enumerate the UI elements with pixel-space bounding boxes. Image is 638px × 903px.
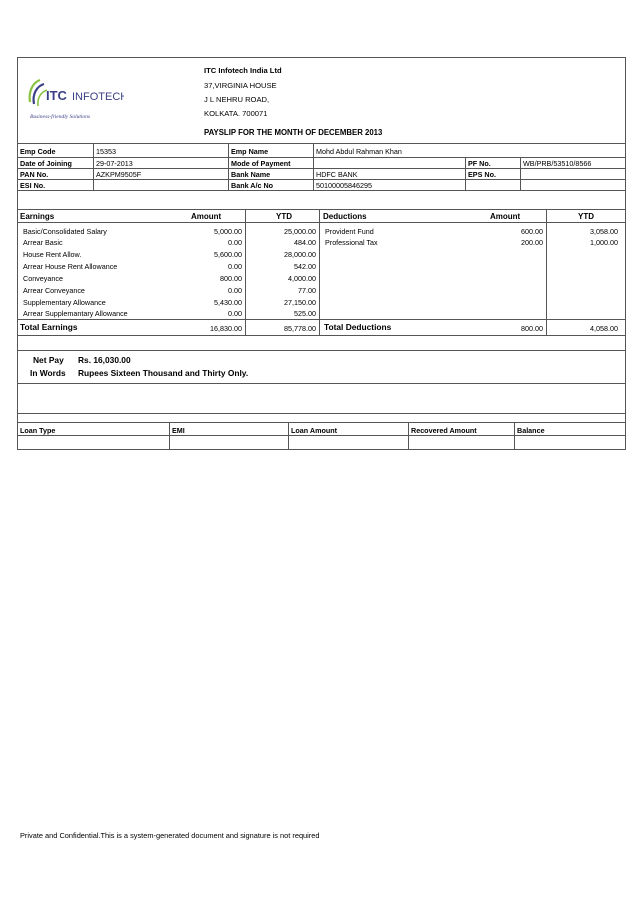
deduction-amount: 200.00 [521, 238, 543, 247]
grid-line [17, 422, 625, 423]
pan-label: PAN No. [20, 170, 49, 179]
confidential-footer: Private and Confidential.This is a system-generated document and signature is not required [20, 831, 320, 840]
svg-text:Business-friendly Solutions: Business-friendly Solutions [30, 114, 91, 120]
grid-line [514, 422, 515, 449]
in-words-value: Rupees Sixteen Thousand and Thirty Only. [78, 368, 249, 378]
grid-line [17, 435, 625, 436]
net-pay-label: Net Pay [33, 355, 64, 365]
svg-text:INFOTECH: INFOTECH [72, 91, 124, 103]
grid-line [17, 350, 625, 351]
earning-ytd: 4,000.00 [288, 274, 316, 283]
account-label: Bank A/c No [231, 181, 274, 190]
earning-ytd: 28,000.00 [284, 250, 316, 259]
earning-ytd: 542.00 [294, 262, 316, 271]
earning-ytd: 77.00 [298, 286, 316, 295]
ytd-header: YTD [276, 212, 292, 221]
pan-value: AZKPM9505F [96, 170, 142, 179]
earning-name: Arrear Basic [23, 238, 63, 247]
deduction-ytd-header: YTD [578, 212, 594, 221]
grid-line [17, 222, 625, 223]
grid-line [17, 413, 625, 414]
company-name: ITC Infotech India Ltd [204, 66, 282, 75]
grid-line [17, 319, 625, 320]
deduction-name: Professional Tax [325, 238, 378, 247]
grid-line [17, 383, 625, 384]
amount-header: Amount [191, 212, 222, 221]
company-logo [24, 68, 124, 130]
eps-label: EPS No. [468, 170, 496, 179]
esi-label: ESI No. [20, 181, 46, 190]
earning-amount: 0.00 [228, 238, 242, 247]
earning-name: House Rent Allow. [23, 250, 82, 259]
emp-code-value: 15353 [96, 147, 116, 156]
earnings-header: Earnings [20, 212, 55, 221]
emp-name-label: Emp Name [231, 147, 269, 156]
deduction-ytd: 3,058.00 [590, 227, 618, 236]
doj-value: 29-07-2013 [96, 159, 133, 168]
total-deductions-amount: 800.00 [521, 324, 543, 333]
grid-line [169, 422, 170, 449]
total-earnings-ytd: 85,778.00 [284, 324, 316, 333]
earning-amount: 800.00 [220, 274, 242, 283]
earning-name: Arrear Conveyance [23, 286, 85, 295]
payslip-title: PAYSLIP FOR THE MONTH OF DECEMBER 2013 [204, 128, 383, 137]
grid-line [288, 422, 289, 449]
grid-line [408, 422, 409, 449]
bank-label: Bank Name [231, 170, 271, 179]
loan-balance-header: Balance [517, 426, 545, 435]
grid-line [520, 157, 521, 190]
deduction-name: Provident Fund [325, 227, 374, 236]
earning-amount: 0.00 [228, 309, 242, 318]
svg-text:ITC: ITC [46, 88, 67, 103]
grid-line [17, 335, 625, 336]
loan-amount-header: Loan Amount [291, 426, 338, 435]
earning-name: Conveyance [23, 274, 63, 283]
grid-line [546, 209, 547, 335]
frame-left [17, 57, 18, 450]
net-pay-value: Rs. 16,030.00 [78, 355, 131, 365]
grid-line [17, 190, 625, 191]
grid-line [245, 209, 246, 335]
frame-top [17, 57, 625, 58]
account-value: 50100005846295 [316, 181, 372, 190]
grid-line [319, 209, 320, 335]
company-address-line2: J L NEHRU ROAD, [204, 95, 270, 104]
doj-label: Date of Joining [20, 159, 72, 168]
grid-line [313, 143, 314, 190]
emp-name-value: Mohd Abdul Rahman Khan [316, 147, 402, 156]
deduction-amount-header: Amount [490, 212, 521, 221]
company-address-line3: KOLKATA. 700071 [204, 109, 268, 118]
earning-amount: 0.00 [228, 286, 242, 295]
earning-ytd: 484.00 [294, 238, 316, 247]
loan-recovered-header: Recovered Amount [411, 426, 477, 435]
grid-line [465, 157, 466, 190]
grid-line [17, 143, 625, 144]
earning-amount: 5,600.00 [214, 250, 242, 259]
earning-ytd: 525.00 [294, 309, 316, 318]
grid-line [93, 143, 94, 190]
total-deductions-label: Total Deductions [324, 322, 392, 332]
earning-ytd: 27,150.00 [284, 298, 316, 307]
total-deductions-ytd: 4,058.00 [590, 324, 618, 333]
earning-amount: 5,000.00 [214, 227, 242, 236]
total-earnings-label: Total Earnings [20, 322, 78, 332]
grid-line [228, 143, 229, 190]
earning-amount: 0.00 [228, 262, 242, 271]
grid-line [17, 157, 625, 158]
total-earnings-amount: 16,830.00 [210, 324, 242, 333]
in-words-label: In Words [30, 368, 66, 378]
grid-line [17, 209, 625, 210]
grid-line [17, 179, 625, 180]
deduction-ytd: 1,000.00 [590, 238, 618, 247]
earning-ytd: 25,000.00 [284, 227, 316, 236]
pf-value: WB/PRB/53510/8566 [523, 159, 592, 168]
bank-value: HDFC BANK [316, 170, 358, 179]
grid-line [17, 449, 625, 450]
earning-name: Arrear Supplemantary Allowance [23, 309, 128, 318]
company-address-line1: 37,VIRGINIA HOUSE [204, 81, 277, 90]
emp-code-label: Emp Code [20, 147, 56, 156]
deductions-header: Deductions [323, 212, 367, 221]
earning-name: Supplementary Allowance [23, 298, 106, 307]
deduction-amount: 600.00 [521, 227, 543, 236]
loan-type-header: Loan Type [20, 426, 56, 435]
earning-name: Arrear House Rent Allowance [23, 262, 118, 271]
pf-label: PF No. [468, 159, 491, 168]
mop-label: Mode of Payment [231, 159, 291, 168]
grid-line [17, 168, 625, 169]
earning-amount: 5,430.00 [214, 298, 242, 307]
loan-emi-header: EMI [172, 426, 185, 435]
earning-name: Basic/Consolidated Salary [23, 227, 107, 236]
frame-right [625, 57, 626, 450]
